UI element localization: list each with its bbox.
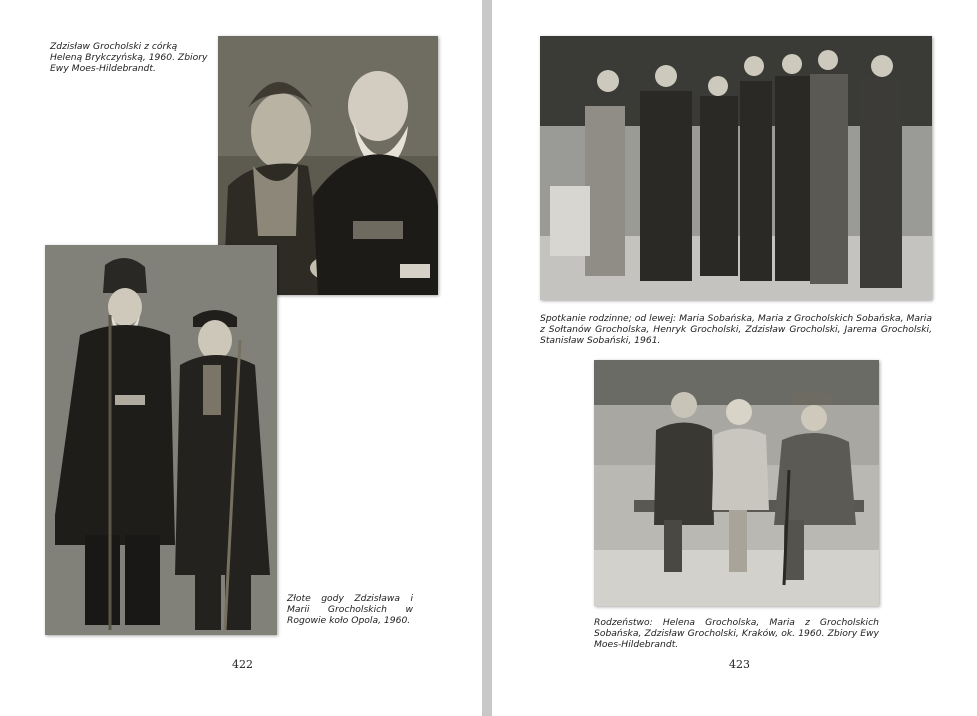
left-page xyxy=(0,0,482,716)
photo-caption-father-daughter: Zdzisław Grocholski z córką Heleną Brykczyńską, 1960. Zbiory Ewy Moes-Hildebrandt. xyxy=(50,41,208,74)
photo-family-meeting xyxy=(540,36,932,300)
photo-golden-wedding xyxy=(45,245,277,635)
photo-caption-siblings: Rodzeństwo: Helena Grocholska, Maria z Grocholskich Sobańska, Zdzisław Grocholski, Kraków, ok. 1960. Zbiory Ewy Moes-Hildebrandt. xyxy=(594,617,879,650)
photo-siblings xyxy=(594,360,879,606)
photo-caption-family-meeting: Spotkanie rodzinne; od lewej: Maria Sobańska, Maria z Grocholskich Sobańska, Maria z Sołtanów Grocholska, Henryk Grocholski, Zdzisław Grocholski, Jarema Grocholski, Stanisław Sobański, 1961. xyxy=(540,313,932,346)
book-gutter xyxy=(482,0,492,716)
photo-caption-golden-wedding: Złote gody Zdzisława i Marii Grocholskich w Rogowie koło Opola, 1960. xyxy=(287,593,413,626)
page-number-right: 423 xyxy=(729,658,750,671)
page-number-left: 422 xyxy=(232,658,253,671)
right-page xyxy=(492,0,977,716)
